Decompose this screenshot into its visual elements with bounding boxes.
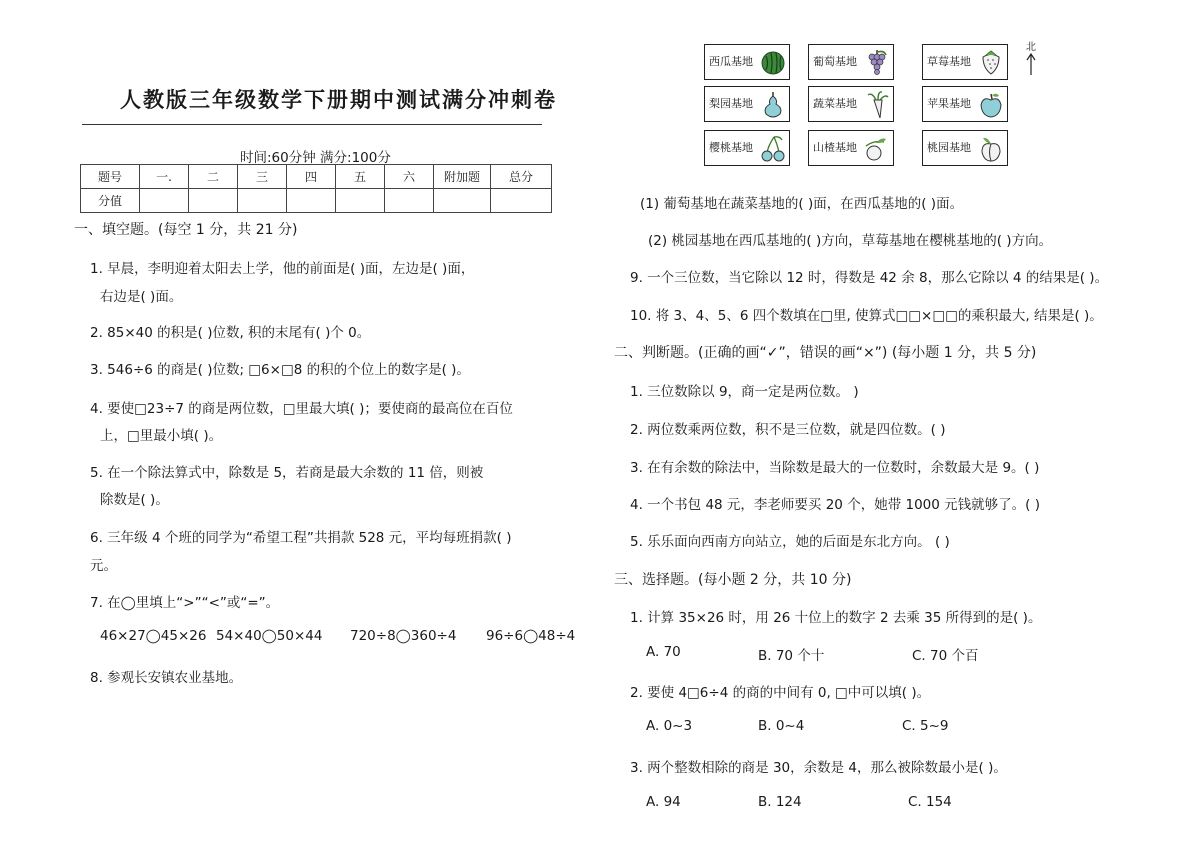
- choice-option-a: A. 94: [646, 794, 681, 810]
- grape-base: [808, 44, 894, 80]
- section-fill-blank-heading: 一、填空题。(每空 1 分，共 21 分): [74, 222, 298, 238]
- table-cell: 五: [336, 165, 385, 189]
- apple-icon: [978, 90, 1004, 120]
- north-label: 北: [1026, 42, 1036, 53]
- score-input-cell[interactable]: [336, 189, 385, 213]
- strawberry-icon: [978, 48, 1004, 76]
- choice-question-1: 1. 计算 35×26 时，用 26 十位上的数字 2 去乘 35 所得到的是( )。: [630, 610, 1042, 626]
- hawthorn-base: [808, 130, 894, 166]
- score-input-cell[interactable]: [385, 189, 434, 213]
- north-arrow-icon: [1024, 53, 1038, 75]
- choice-option-c: C. 5~9: [902, 718, 949, 734]
- score-table-header-row: [81, 165, 552, 189]
- base-label: 山楂基地: [813, 141, 857, 154]
- section-choice-heading: 三、选择题。(每小题 2 分，共 10 分): [614, 572, 852, 588]
- score-input-cell[interactable]: [238, 189, 287, 213]
- score-input-cell[interactable]: [287, 189, 336, 213]
- base-label: 蔬菜基地: [813, 97, 857, 110]
- apple-base: [922, 86, 1008, 122]
- hawthorn-icon: [864, 134, 890, 164]
- strawberry-base: [922, 44, 1008, 80]
- table-cell: 分值: [81, 189, 140, 213]
- base-label: 西瓜基地: [709, 55, 753, 68]
- comparison-expression: 96÷6◯48÷4: [486, 628, 576, 644]
- page-title: 人教版三年级数学下册期中测试满分冲刺卷: [120, 88, 557, 112]
- question-4-line-2: 上，□里最小填( )。: [100, 428, 223, 444]
- choice-option-c: C. 70 个百: [912, 648, 979, 664]
- choice-option-a: A. 70: [646, 644, 681, 660]
- cherry-base: [704, 130, 790, 166]
- table-cell: 一.: [140, 165, 189, 189]
- choice-option-b: B. 124: [758, 794, 802, 810]
- watermelon-base: [704, 44, 790, 80]
- choice-question-3: 3. 两个整数相除的商是 30，余数是 4，那么被除数最小是( )。: [630, 760, 1007, 776]
- question-9: 9. 一个三位数，当它除以 12 时，得数是 42 余 8，那么它除以 4 的结果是( )。: [630, 270, 1109, 286]
- comparison-expression: 720÷8◯360÷4: [350, 628, 457, 644]
- judge-question-3: 3. 在有余数的除法中，当除数是最大的一位数时，余数最大是 9。( ): [630, 460, 1040, 476]
- table-cell: 总分: [491, 165, 552, 189]
- score-input-cell[interactable]: [491, 189, 552, 213]
- question-8-part-2: (2) 桃园基地在西瓜基地的( )方向，草莓基地在樱桃基地的( )方向。: [648, 233, 1053, 249]
- question-10: 10. 将 3、4、5、6 四个数填在□里, 使算式□□×□□的乘积最大, 结果是( )。: [630, 308, 1103, 324]
- section-true-false-heading: 二、判断题。(正确的画“✓”，错误的画“×”) (每小题 1 分，共 5 分): [614, 345, 1037, 361]
- question-4-line-1: 4. 要使□23÷7 的商是两位数，□里最大填( )；要使商的最高位在百位: [90, 401, 513, 417]
- choice-option-b: B. 70 个十: [758, 648, 825, 664]
- question-6-line-1: 6. 三年级 4 个班的同学为“希望工程”共捐款 528 元，平均每班捐款( ): [90, 530, 512, 546]
- cherry-icon: [760, 134, 786, 164]
- table-cell: 六: [385, 165, 434, 189]
- choice-option-c: C. 154: [908, 794, 952, 810]
- base-label: 苹果基地: [927, 97, 971, 110]
- pear-icon: [760, 90, 786, 120]
- comparison-expression: 54×40◯50×44: [216, 628, 323, 644]
- choice-question-2: 2. 要使 4□6÷4 的商的中间有 0, □中可以填( )。: [630, 685, 931, 701]
- vegetable-icon: [864, 90, 890, 120]
- title-divider: [82, 124, 542, 125]
- base-label: 葡萄基地: [813, 55, 857, 68]
- choice-option-b: B. 0~4: [758, 718, 805, 734]
- table-cell: 二: [189, 165, 238, 189]
- question-8: 8. 参观长安镇农业基地。: [90, 670, 243, 686]
- question-1-line-2: 右边是( )面。: [100, 289, 183, 305]
- judge-question-2: 2. 两位数乘两位数，积不是三位数，就是四位数。( ): [630, 422, 946, 438]
- score-input-cell[interactable]: [189, 189, 238, 213]
- pear-base: [704, 86, 790, 122]
- comparison-expression: 46×27◯45×26: [100, 628, 207, 644]
- question-6-line-2: 元。: [90, 558, 117, 574]
- question-3: 3. 546÷6 的商是( )位数; □6×□8 的积的个位上的数字是( )。: [90, 362, 470, 378]
- question-7: 7. 在◯里填上“>”“<”或“=”。: [90, 595, 280, 611]
- peach-base: [922, 130, 1008, 166]
- judge-question-1: 1. 三位数除以 9，商一定是两位数。 ): [630, 384, 859, 400]
- score-table: [80, 164, 552, 213]
- watermelon-icon: [760, 48, 786, 76]
- score-table-value-row: [81, 189, 552, 213]
- peach-icon: [978, 134, 1004, 164]
- question-1-line-1: 1. 早晨，李明迎着太阳去上学，他的前面是( )面，左边是( )面，: [90, 261, 475, 277]
- score-input-cell[interactable]: [434, 189, 491, 213]
- judge-question-4: 4. 一个书包 48 元，李老师要买 20 个，她带 1000 元钱就够了。( ): [630, 497, 1040, 513]
- grape-icon: [864, 48, 890, 76]
- exam-time-score: 时间:60分钟 满分:100分: [240, 150, 391, 166]
- base-label: 桃园基地: [927, 141, 971, 154]
- table-cell: 附加题: [434, 165, 491, 189]
- base-label: 梨园基地: [709, 97, 753, 110]
- vegetable-base: [808, 86, 894, 122]
- question-5-line-1: 5. 在一个除法算式中，除数是 5，若商是最大余数的 11 倍，则被: [90, 465, 484, 481]
- base-label: 草莓基地: [927, 55, 971, 68]
- score-input-cell[interactable]: [140, 189, 189, 213]
- north-indicator: [1024, 38, 1038, 78]
- judge-question-5: 5. 乐乐面向西南方向站立，她的后面是东北方向。 ( ): [630, 534, 950, 550]
- question-2: 2. 85×40 的积是( )位数, 积的末尾有( )个 0。: [90, 325, 371, 341]
- table-cell: 三: [238, 165, 287, 189]
- question-8-part-1: (1) 葡萄基地在蔬菜基地的( )面，在西瓜基地的( )面。: [640, 196, 964, 212]
- question-5-line-2: 除数是( )。: [100, 492, 169, 508]
- choice-option-a: A. 0~3: [646, 718, 693, 734]
- table-cell: 题号: [81, 165, 140, 189]
- base-label: 樱桃基地: [709, 141, 753, 154]
- table-cell: 四: [287, 165, 336, 189]
